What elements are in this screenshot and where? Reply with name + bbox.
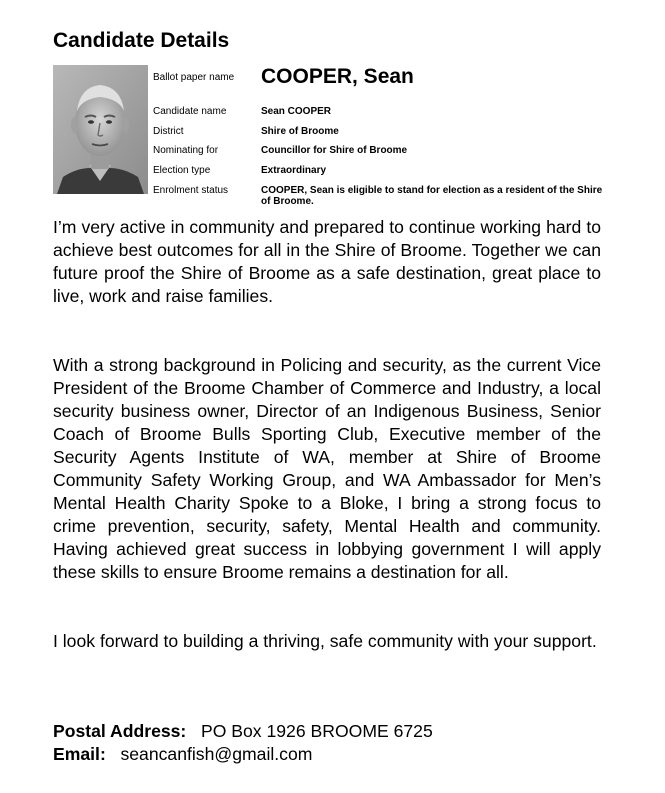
nominating-value: Councillor for Shire of Broome [261, 145, 408, 157]
statement-paragraph-1: I’m very active in community and prepared to continue working hard to achieve best outcomes for all in the Shire of Broome. Together we can future proof the Shire of Broome as a safe destination, great place to live, work and raise families. [53, 217, 601, 306]
election-type-label: Election type [153, 165, 211, 177]
district-value: Shire of Broome [261, 125, 339, 137]
district-label: District [153, 125, 184, 137]
candidate-name-value: Sean COOPER [261, 106, 332, 117]
enrolment-status-label: Enrolment status [153, 184, 229, 196]
postal-address-line [53, 720, 613, 743]
candidate-statement [53, 216, 601, 653]
email-line [53, 743, 613, 766]
district-row [153, 122, 613, 142]
statement-paragraph-2: With a strong background in Policing and security, as the current Vice President of the Broome Chamber of Commerce and Industry, a local security business owner, Director of an Indigenous Business, Senior Coach of Broome Bulls Sporting Club, Executive member of the Security Agents Institute of WA, member at Shire of Broome Community Safety Working Group, and WA Ambassador for Men’s Mental Health Charity Spoke to a Bloke, I bring a strong focus to crime prevention, security, safety, Mental Health and community. Having achieved great success in lobbying government I will apply these skills to ensure Broome remains a destination for all. [53, 355, 601, 582]
ballot-name-row [153, 64, 613, 102]
election-type-row [153, 161, 613, 181]
enrolment-status-row [153, 181, 613, 207]
postal-address-label: Postal Address: [53, 721, 197, 741]
nominating-row [153, 141, 613, 161]
election-type-value: Extraordinary [261, 165, 327, 177]
nominating-label: Nominating for [153, 145, 219, 157]
ballot-name-label: Ballot paper name [153, 72, 235, 83]
candidate-name-row [153, 102, 613, 122]
email-label: Email: [53, 744, 116, 764]
email-value[interactable]: seancanfish@gmail.com [120, 744, 313, 764]
postal-address-value: PO Box 1926 BROOME 6725 [200, 721, 433, 741]
page-title: Candidate Details [53, 29, 230, 52]
ballot-name-value: COOPER, Sean [261, 65, 414, 88]
candidate-details-table [153, 64, 613, 207]
candidate-photo [53, 65, 148, 194]
statement-paragraph-3: I look forward to building a thriving, safe community with your support. [53, 631, 597, 651]
enrolment-status-value: COOPER, Sean is eligible to stand for election as a resident of the Shire of Broome. [261, 184, 603, 207]
candidate-name-label: Candidate name [153, 106, 227, 117]
candidate-portrait-icon [53, 65, 148, 194]
